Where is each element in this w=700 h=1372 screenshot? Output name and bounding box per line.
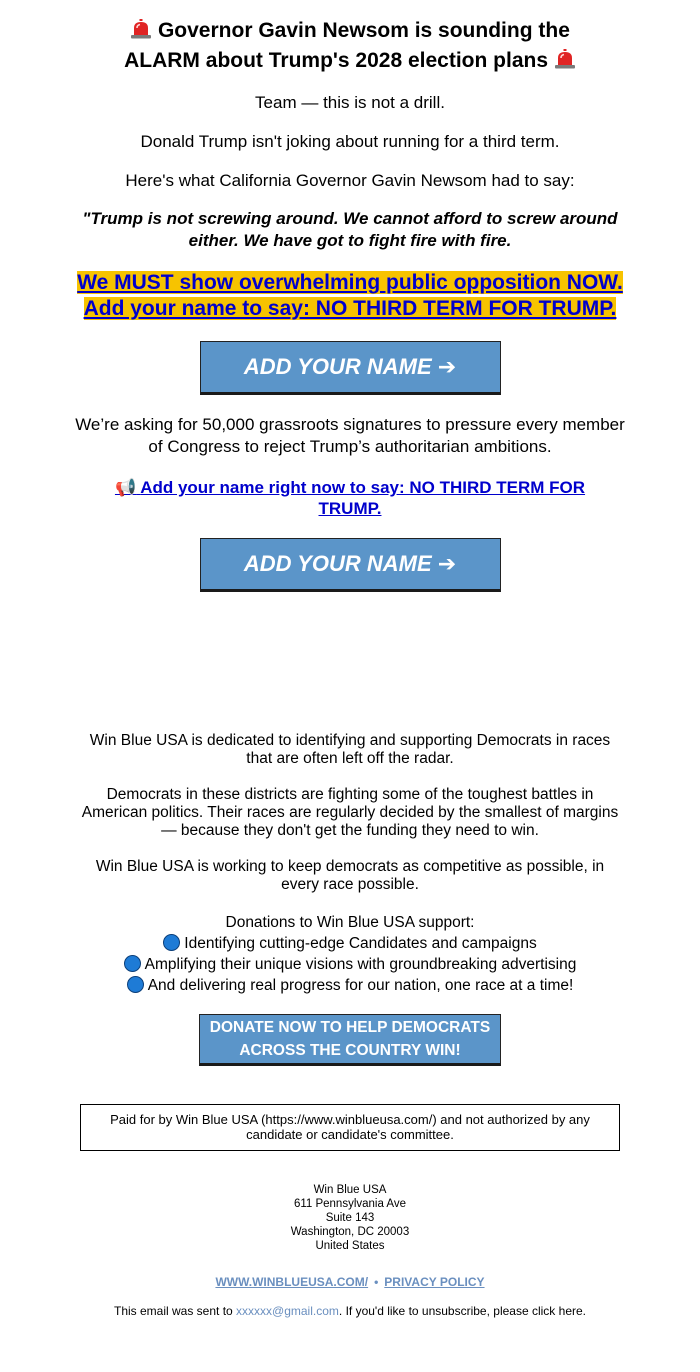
list-item: And delivering real progress for our nation, one race at a time! bbox=[75, 975, 625, 996]
footer-links bbox=[0, 1275, 700, 1289]
blue-circle-icon bbox=[124, 955, 141, 972]
petition-link-block bbox=[70, 270, 630, 322]
petition-link2-block bbox=[90, 477, 610, 519]
address-name: Win Blue USA bbox=[313, 1184, 387, 1196]
add-your-name-button[interactable]: ADD YOUR NAME ➔ bbox=[200, 341, 501, 395]
sent-to-notice: This email was sent to xxxxxx@gmail.com. If you'd like to unsubscribe, please click here. bbox=[113, 1304, 586, 1318]
email-body bbox=[0, 16, 700, 1318]
privacy-policy-link[interactable]: PRIVACY POLICY bbox=[384, 1275, 485, 1289]
signatures-text: We’re asking for 50,000 grassroots signatures to pressure every member of Congress to reject Trump’s authoritarian ambitions. bbox=[75, 415, 625, 456]
website-link[interactable]: WWW.WINBLUEUSA.COM/ bbox=[215, 1275, 369, 1289]
footer-separator: • bbox=[374, 1275, 379, 1289]
about-text-2: Democrats in these districts are fighting some of the toughest battles in American politics. Their races are regularly decided by the smallest of margins — because they don't get the funding they need to win. bbox=[81, 786, 619, 839]
third-term-text: Donald Trump isn't joking about running for a third term. bbox=[140, 132, 560, 151]
add-your-name-button-2[interactable]: ADD YOUR NAME ➔ bbox=[200, 538, 501, 592]
newsom-quote: "Trump is not screwing around. We cannot afford to screw around either. We have got to fight fire with fire. bbox=[82, 209, 618, 250]
address-suite: Suite 143 bbox=[325, 1212, 375, 1224]
petition-link-text: We MUST show overwhelming public opposition NOW. Add your name to say: NO THIRD TERM FOR TRUMP. bbox=[77, 271, 623, 320]
donate-line2: ACROSS THE COUNTRY WIN! bbox=[239, 1042, 461, 1059]
donate-button[interactable] bbox=[199, 1014, 501, 1066]
list-item: Amplifying their unique visions with groundbreaking advertising bbox=[75, 954, 625, 975]
newsom-said-text: Here's what California Governor Gavin Newsom had to say: bbox=[125, 171, 575, 190]
about-text-3: Win Blue USA is working to keep democrats as competitive as possible, in every race possible. bbox=[95, 858, 605, 893]
intro-text: Team — this is not a drill. bbox=[255, 93, 445, 112]
blue-circle-icon bbox=[127, 976, 144, 993]
about-text-1: Win Blue USA is dedicated to identifying and supporting Democrats in races that are often left off the radar. bbox=[89, 732, 611, 767]
petition-link2-text: Add your name right now to say: NO THIRD TERM FOR TRUMP. bbox=[140, 478, 586, 518]
donate-line1: DONATE NOW TO HELP DEMOCRATS bbox=[209, 1019, 491, 1036]
blue-circle-icon bbox=[163, 934, 180, 951]
donations-header: Donations to Win Blue USA support: bbox=[225, 914, 475, 931]
recipient-email: xxxxxx@gmail.com bbox=[236, 1304, 339, 1318]
headline-line2: ALARM about Trump's 2028 election plans bbox=[124, 49, 549, 72]
donations-list bbox=[75, 912, 625, 996]
list-item: Identifying cutting-edge Candidates and campaigns bbox=[75, 933, 625, 954]
megaphone-icon: 📢 bbox=[114, 478, 137, 497]
petition-link[interactable] bbox=[77, 271, 623, 320]
paid-for-disclaimer: Paid for by Win Blue USA (https://www.winblueusa.com/) and not authorized by any candidate or candidate's committee. bbox=[80, 1104, 620, 1151]
headline-line1: Governor Gavin Newsom is sounding the bbox=[157, 19, 570, 42]
headline bbox=[60, 16, 640, 76]
mailing-address bbox=[0, 1183, 700, 1253]
address-city: Washington, DC 20003 bbox=[290, 1226, 410, 1238]
siren-icon bbox=[130, 19, 152, 39]
siren-icon bbox=[554, 49, 576, 69]
unsubscribe-text[interactable]: . If you'd like to unsubscribe, please click here. bbox=[338, 1304, 586, 1318]
address-country: United States bbox=[315, 1240, 385, 1252]
address-street: 611 Pennsylvania Ave bbox=[293, 1198, 407, 1210]
petition-link-2[interactable] bbox=[115, 478, 585, 518]
